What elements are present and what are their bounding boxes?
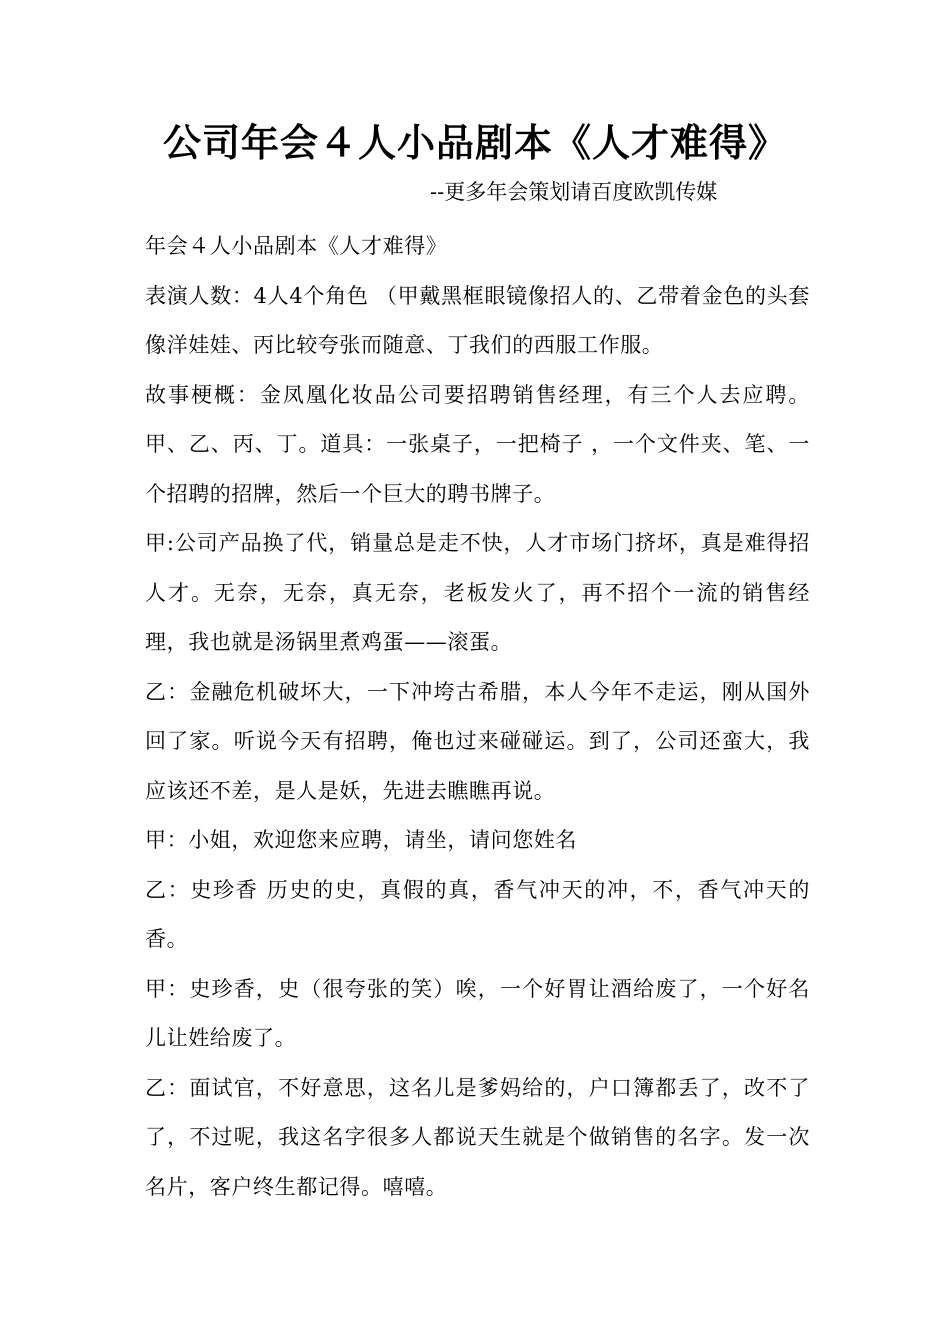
paragraph-dialogue: 乙：金融危机破坏大，一下冲垮古希腊，本人今年不走运，刚从国外回了家。听说今天有招聘，俺也过来碰碰运。到了，公司还蛮大，我应该还不差，是人是妖，先进去瞧瞧再说。 xyxy=(145,679,810,803)
document-body xyxy=(145,222,810,1212)
paragraph-dialogue: 甲：史珍香，史（很夸张的笑）唉，一个好胃让酒给废了，一个好名儿让姓给废了。 xyxy=(145,976,810,1050)
paragraph-script-name: 年会４人小品剧本《人才难得》 xyxy=(145,234,448,258)
document-subtitle: --更多年会策划请百度欧凯传媒 xyxy=(430,180,718,204)
paragraph-cast: 表演人数：4人4个角色 （甲戴黑框眼镜像招人的、乙带着金色的头套像洋娃娃、丙比较夸张而随意、丁我们的西服工作服。 xyxy=(145,283,810,357)
paragraph-synopsis: 故事梗概：金凤凰化妆品公司要招聘销售经理，有三个人去应聘。甲、乙、丙、丁。道具：一张桌子，一把椅子 ，一个文件夹、笔、一个招聘的招牌，然后一个巨大的聘书牌子。 xyxy=(145,382,810,506)
paragraph-dialogue: 甲：小姐，欢迎您来应聘，请坐，请问您姓名 xyxy=(145,828,577,852)
document-title: 公司年会４人小品剧本《人才难得》 xyxy=(162,120,787,165)
paragraph-dialogue: 甲:公司产品换了代，销量总是走不快，人才市场门挤坏，真是难得招人才。无奈，无奈，真无奈，老板发火了，再不招个一流的销售经理，我也就是汤锅里煮鸡蛋——滚蛋。 xyxy=(145,531,810,654)
paragraph-dialogue: 乙：面试官，不好意思，这名儿是爹妈给的，户口簿都丢了，改不了了，不过呢，我这名字很多人都说天生就是个做销售的名字。发一次名片，客户终生都记得。嘻嘻。 xyxy=(145,1075,810,1199)
paragraph-dialogue: 乙：史珍香 历史的史，真假的真，香气冲天的冲，不，香气冲天的香。 xyxy=(145,877,810,951)
